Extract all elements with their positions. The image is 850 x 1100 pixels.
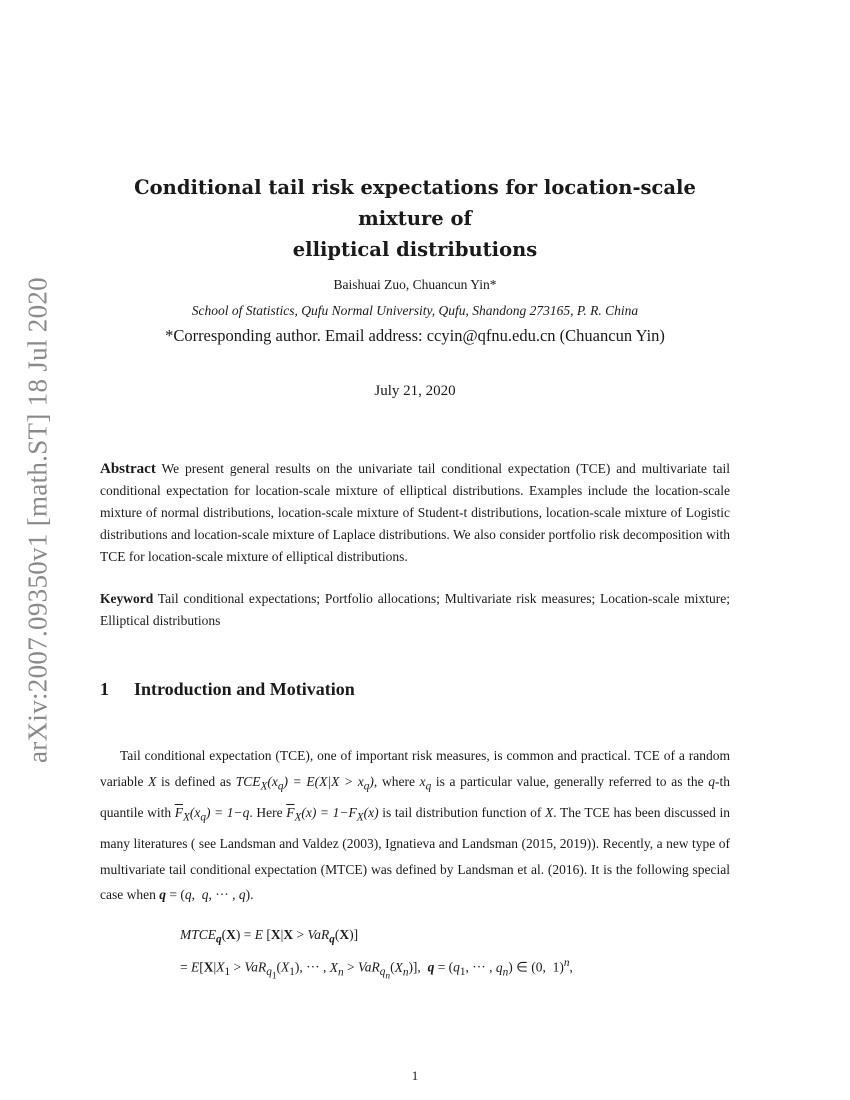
paper-date: July 21, 2020 [374,383,456,399]
equation-line-1: $MTCE_q(X) = E$ [X|X > VaR$_q$(X)] [180,927,359,946]
intro-text: . Here [249,804,283,820]
intro-text: Tail conditional expectation (TCE), one of important risk measures, is common and practical. TCE of a random variable [100,748,730,789]
keyword-body: Tail conditional expectations; Portfolio allocations; Multivariate risk measures; Location-scale mixture; Elliptical distributions [100,591,730,628]
math-inline: $x_q$ [419,773,432,793]
title-line-1: Conditional tail risk expectations for location-scale mixture of [134,176,696,230]
corresponding-author: *Corresponding author. Email address: ccyin@qfnu.edu.cn (Chuancun Yin) [165,326,665,345]
math-inline: X [148,773,157,789]
intro-paragraph: Tail conditional expectation (TCE), one of important risk measures, is common and practical. TCE of a random variable X is defined as $TCE_X(x_q) = E(X|X > x_q)$, where $x_q$ is a particular value, generally referred to as the q-th quantile with $\overline{F}_X(x_q) = 1-q$. Here $\overline{F}_X(x) = 1-F_X(x)$ is tail distribution function of X. The TCE has been discussed in many literatures ( see Landsman and Valdez (2003), Ignatieva and Landsman (2015, 2019)). Recently, a new type of multivariate tail conditional expectation (MTCE) was defined by Landsman et al. (2016). It is the following special case when q = (q, q, ··· , q). [100,748,731,903]
abstract-heading: Abstract [100,461,156,477]
intro-text: is tail distribution function of [382,804,542,820]
math-inline: $\overline{F}_X(x) = 1-F_X(x)$ [286,804,379,824]
math-inline: $\overline{F}_X(x_q) = 1-q$ [174,804,250,824]
keywords [100,588,730,632]
arxiv-identifier: arXiv:2007.09350v1 [math.ST] 18 Jul 2020 [22,277,53,763]
math-inline: $TCE_X(x_q) = E(X|X > x_q)$ [235,773,374,793]
keyword-heading: Keyword [100,591,154,606]
intro-text: , where [373,773,415,789]
section-heading [100,679,355,700]
abstract-body: We present general results on the univariate tail conditional expectation (TCE) and multivariate tail conditional expectation for location-scale mixture of elliptical distributions. Examples include the location-scale mixture of normal distributions, location-scale mixture of Student-t distributions, location-scale mixture of Logistic distributions and location-scale mixture of Laplace distributions. We also consider portfolio risk decomposition with TCE for location-scale mixture of elliptical distributions. [100,461,730,564]
equation-line-2: = $E[X|X_1 > VaR_{q_1}(X_1)$, ··· , $X_n > VaR_{q_n}(X_n)$], $q = (q_1$, ··· , $q_n$) ∈ (0, 1)$^n$, [180,957,573,982]
math-inline: q [708,773,716,789]
intro-text: is defined as [161,773,232,789]
intro-text: is a particular value, generally referred to as the [435,773,704,789]
intro-text: -th quantile with [100,773,731,820]
abstract [100,458,730,568]
page-number: 1 [411,1068,419,1083]
paper-title [100,172,730,265]
section-title: Introduction and Motivation [134,679,355,699]
section-number: 1 [100,679,109,699]
math-inline: q [159,887,166,903]
authors: Baishuai Zuo, Chuancun Yin* [333,277,497,292]
affiliation: School of Statistics, Qufu Normal University, Qufu, Shandong 273165, P. R. China [191,303,639,318]
intro-text: . The TCE has been discussed in many literatures ( see Landsman and Valdez (2003), Ignatieva and Landsman (2015, 2019)). Recently, a new type of multivariate tail conditional expectation (MTCE) was defined by Landsman et al. (2016). It is the following special case when [100,804,731,903]
math-inline: X [545,804,554,820]
intro-text: . [250,887,254,903]
title-line-2: elliptical distributions [292,238,538,261]
